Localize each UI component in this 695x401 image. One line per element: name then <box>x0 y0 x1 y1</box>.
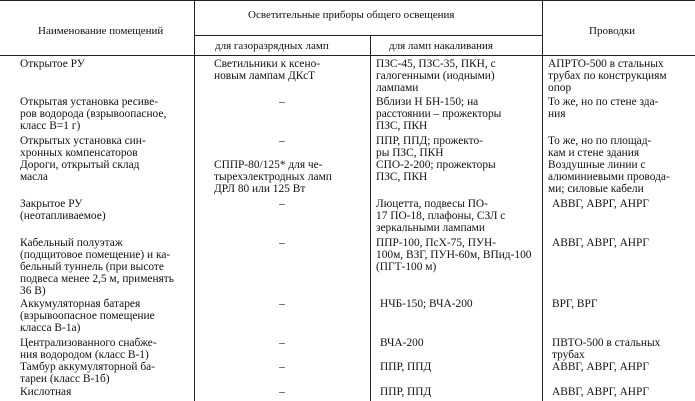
dash: – <box>279 198 285 210</box>
wir-line: АВВГ, АВРГ, АНРГ <box>552 237 649 249</box>
inc-line: галогенными (иодными) <box>376 70 495 82</box>
header-wiring: Проводки <box>589 25 636 37</box>
gas-line: ДРЛ 80 или 125 Вт <box>214 183 306 195</box>
gas-cell <box>194 135 370 147</box>
room-line: тареи (класс В-1б) <box>20 373 110 385</box>
col-divider-2 <box>370 35 371 401</box>
inc-line: расстоянии – прожекторы <box>376 108 502 120</box>
gas-cell <box>194 96 370 108</box>
wir-cell <box>552 198 690 210</box>
room-line: бельный туннель (при высоте <box>20 261 164 273</box>
gas-line: тырехэлектродных ламп <box>214 171 332 183</box>
inc-cell <box>380 298 538 310</box>
inc-line: ППР, ППД <box>380 361 432 373</box>
inc-line: 100м, ВЗГ, ПУН-60м, ВПид-100 <box>376 249 532 261</box>
wir-line: ния <box>548 108 566 120</box>
inc-line: зеркальными лампами <box>376 222 485 234</box>
dash: – <box>279 361 285 373</box>
room-line: ров водорода (взрывоопасное, <box>20 108 167 120</box>
inc-cell <box>376 58 538 94</box>
wir-cell <box>552 298 690 310</box>
gas-cell <box>194 198 370 210</box>
inc-cell <box>380 361 538 373</box>
wir-line: алюминиевыми провода- <box>548 171 670 183</box>
wir-line: То же, но по стене зда- <box>548 96 659 108</box>
gas-line: Светильники к ксено- <box>214 58 321 70</box>
inc-line: НЧБ-150; ВЧА-200 <box>380 298 473 310</box>
inc-line: лампами <box>376 82 419 94</box>
room-line: Тамбур аккумуляторной ба- <box>20 361 155 373</box>
room-cell <box>20 386 192 398</box>
room-line: Дороги, открытый склад <box>20 159 140 171</box>
inc-line: ППР-100, ПсХ-75, ПУН- <box>376 237 497 249</box>
wir-cell <box>552 361 690 373</box>
gas-line: новым лампам ДКсТ <box>214 70 316 82</box>
wir-line: ВРГ, ВРГ <box>552 298 598 310</box>
room-line: класс В=1 г) <box>20 120 81 132</box>
inc-line: ПЗС-45, ПЗС-35, ПКН, с <box>376 58 496 70</box>
inc-cell <box>376 159 538 183</box>
room-line: (подщитовое помещение) и ка- <box>20 249 171 261</box>
inc-line: (ПГТ-100 м) <box>376 261 437 273</box>
wir-cell <box>548 58 690 94</box>
header-rooms: Наименование помещений <box>38 25 164 37</box>
gas-cell <box>214 159 366 195</box>
room-line: Открытых установка син- <box>20 135 146 147</box>
room-line: хронных компенсаторов <box>20 147 138 159</box>
header-bottom-border <box>0 55 695 56</box>
wir-line: АПРТО-500 в стальных <box>548 58 664 70</box>
room-cell <box>20 237 192 297</box>
room-line: класса В-1а) <box>20 322 81 334</box>
room-line: Централизованного снабже- <box>20 337 157 349</box>
room-line: Открытое РУ <box>20 58 85 70</box>
inc-cell <box>376 135 538 159</box>
wir-cell <box>552 337 690 361</box>
inc-line: 17 ПО-18, плафоны, СЗЛ с <box>376 210 506 222</box>
wir-cell <box>552 237 690 249</box>
gas-cell <box>194 337 370 349</box>
wir-line: То же, но по площад- <box>548 135 652 147</box>
table-top-border <box>0 0 695 1</box>
inc-cell <box>376 237 538 273</box>
room-cell <box>20 159 192 183</box>
wir-line: ми; силовые кабели <box>548 183 644 195</box>
room-line: подвеса менее 2,5 м, применять <box>20 273 174 285</box>
room-cell <box>20 96 192 132</box>
inc-line: ПЗС, ПКН <box>376 171 428 183</box>
room-line: Кислотная <box>20 386 72 398</box>
inc-line: ППР, ППД <box>380 386 432 398</box>
inc-line: ППР, ППД; прожекто- <box>376 135 483 147</box>
col-divider-3 <box>542 0 543 401</box>
gas-line: СППР-80/125* для че- <box>214 159 323 171</box>
wir-line: Воздушные линии с <box>548 159 646 171</box>
wir-line: трубах по конструкциям <box>548 70 667 82</box>
inc-cell <box>380 337 538 349</box>
header-gas-lamps: для газоразрядных ламп <box>215 40 329 52</box>
room-line: 36 В) <box>20 285 46 297</box>
gas-cell <box>194 361 370 373</box>
room-line: ния водородом (класс В-1) <box>20 349 149 361</box>
room-line: Открытая установка ресиве- <box>20 96 159 108</box>
wir-line: АВВГ, АВРГ, АНРГ <box>552 386 649 398</box>
gas-cell <box>194 298 370 310</box>
wir-cell <box>548 135 690 159</box>
room-cell <box>20 298 192 334</box>
dash: – <box>279 135 285 147</box>
inc-line: ры ПЗС, ПКН <box>376 147 444 159</box>
gas-cell <box>194 237 370 249</box>
room-cell <box>20 58 190 70</box>
inc-line: Вблизи Н БН-150; на <box>376 96 479 108</box>
header-subdivider <box>194 35 542 36</box>
inc-line: Люцетта, подвесы ПО- <box>376 198 488 210</box>
wir-cell <box>552 386 690 398</box>
inc-cell <box>376 198 538 234</box>
room-line: Закрытое РУ <box>20 198 83 210</box>
dash: – <box>279 298 285 310</box>
inc-cell <box>380 386 538 398</box>
gas-cell <box>194 386 370 398</box>
header-incandescent: для ламп накаливания <box>389 40 493 52</box>
wir-line: ПВТО-500 в стальных <box>552 337 661 349</box>
header-fixtures: Осветительные приборы общего освещения <box>248 9 455 21</box>
inc-line: ВЧА-200 <box>380 337 424 349</box>
room-line: (неотапливаемое) <box>20 210 106 222</box>
room-line: Аккумуляторная батарея <box>20 298 141 310</box>
gas-cell <box>214 58 366 82</box>
dash: – <box>279 337 285 349</box>
wir-line: АВВГ, АВРГ, АНРГ <box>552 361 649 373</box>
inc-line: СПО-2-200; прожекторы <box>376 159 496 171</box>
room-cell <box>20 337 192 361</box>
room-line: Кабельный полуэтаж <box>20 237 123 249</box>
inc-line: ПЗС, ПКН <box>376 120 428 132</box>
inc-cell <box>376 96 538 132</box>
dash: – <box>279 386 285 398</box>
wir-cell <box>548 96 690 120</box>
dash: – <box>279 96 285 108</box>
room-cell <box>20 361 192 385</box>
wir-line: АВВГ, АВРГ, АНРГ <box>552 198 649 210</box>
wir-line: трубах <box>552 349 585 361</box>
room-line: масла <box>20 171 48 183</box>
room-cell <box>20 135 192 159</box>
room-line: (взрывоопасное помещение <box>20 310 155 322</box>
wir-cell <box>548 159 690 195</box>
wir-line: опор <box>548 82 572 94</box>
wir-line: кам и стене здания <box>548 147 640 159</box>
dash: – <box>279 237 285 249</box>
room-cell <box>20 198 192 222</box>
